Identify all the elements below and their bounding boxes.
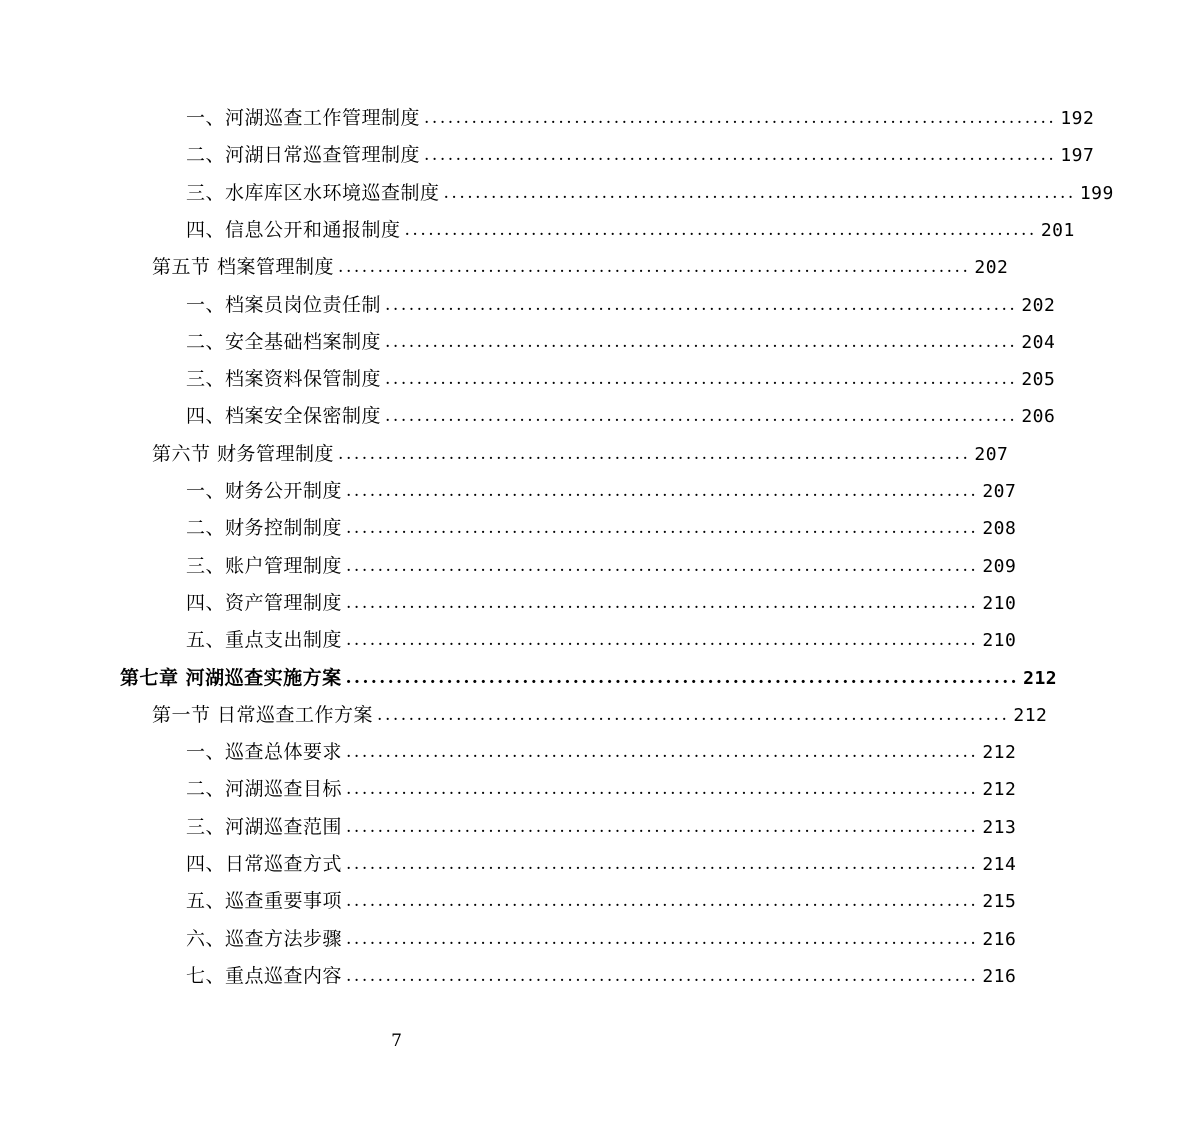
toc-entry-title: 二、安全基础档案制度	[186, 330, 382, 353]
toc-entry-page-number: 212	[1023, 667, 1058, 689]
toc-entry-title: 五、重点支出制度	[186, 629, 343, 652]
toc-entry-item[interactable]	[0, 921, 1017, 958]
page-number: 7	[391, 1031, 402, 1051]
toc-entry-item[interactable]	[0, 958, 1017, 995]
toc-entry-item[interactable]	[0, 771, 1017, 808]
dot-leader: ................................................................................	[385, 294, 1018, 315]
toc-entry-title: 一、财务公开制度	[186, 480, 343, 502]
toc-entry-item[interactable]	[0, 809, 1017, 846]
dot-leader: ................................................................................	[346, 481, 979, 501]
toc-entry-page-number: 205	[1021, 369, 1056, 391]
toc-entry-title: 五、巡查重要事项	[186, 890, 343, 913]
toc-entry-title: 二、河湖巡查目标	[186, 778, 343, 801]
toc-entry-title: 一、巡查总体要求	[186, 741, 343, 764]
toc-entry-item[interactable]	[0, 473, 1017, 510]
toc-entry-page-number: 192	[1060, 108, 1095, 129]
toc-entry-page-number: 216	[982, 928, 1017, 950]
toc-entry-page-number: 213	[982, 816, 1017, 838]
dot-leader: ................................................................................	[424, 108, 1057, 128]
toc-entry-title: 四、资产管理制度	[186, 591, 343, 614]
dot-leader: ................................................................................	[346, 592, 979, 613]
dot-leader: ................................................................................	[338, 443, 971, 464]
toc-entry-page-number: 212	[982, 742, 1017, 764]
toc-entry-item[interactable]	[0, 361, 1056, 398]
toc-entry-page-number: 207	[982, 481, 1017, 502]
toc-entry-page-number: 202	[1021, 294, 1056, 316]
toc-entry-section[interactable]	[0, 436, 1009, 473]
toc-entry-title: 二、财务控制制度	[186, 517, 343, 540]
dot-leader: ................................................................................	[385, 406, 1018, 427]
toc-entry-title: 三、河湖巡查范围	[186, 815, 343, 838]
toc-entry-page-number: 199	[1079, 182, 1114, 204]
toc-entry-item[interactable]	[0, 398, 1056, 435]
toc-entry-item[interactable]	[0, 734, 1017, 771]
dot-leader: ................................................................................	[443, 182, 1076, 203]
toc-entry-page-number: 212	[1013, 704, 1048, 726]
toc-entry-section[interactable]	[0, 697, 1048, 734]
toc-entry-title: 三、水库库区水环境巡查制度	[186, 181, 440, 204]
dot-leader: ................................................................................	[345, 667, 1020, 688]
toc-entry-title: 四、信息公开和通报制度	[186, 218, 401, 241]
dot-leader: ................................................................................	[346, 555, 979, 576]
toc-entry-page-number: 209	[982, 555, 1017, 577]
toc-entry-title: 第六节 财务管理制度	[152, 442, 335, 465]
dot-leader: ................................................................................	[385, 369, 1018, 390]
toc-entry-page-number: 215	[982, 891, 1017, 913]
dot-leader: ................................................................................	[385, 331, 1018, 352]
dot-leader: ................................................................................	[346, 854, 979, 874]
toc-entry-item[interactable]	[0, 212, 1075, 249]
dot-leader: ................................................................................	[346, 965, 979, 986]
toc-entry-page-number: 207	[974, 443, 1009, 465]
toc-entry-title: 一、河湖巡查工作管理制度	[186, 107, 421, 129]
toc-entry-item[interactable]	[0, 548, 1017, 585]
toc-entry-title: 第五节 档案管理制度	[152, 256, 335, 279]
toc-entry-page-number: 202	[974, 257, 1009, 279]
toc-entry-page-number: 212	[982, 779, 1017, 801]
toc-entry-page-number: 216	[982, 965, 1017, 987]
toc-entry-page-number: 214	[982, 854, 1017, 875]
dot-leader: ................................................................................	[346, 742, 979, 763]
toc-entry-item[interactable]	[0, 510, 1017, 547]
toc-entry-page-number: 208	[982, 518, 1017, 540]
toc-entry-chapter[interactable]	[0, 660, 1058, 697]
toc-entry-item[interactable]	[0, 287, 1056, 324]
toc-entry-item[interactable]	[0, 883, 1017, 920]
toc-entry-page-number: 204	[1021, 331, 1056, 353]
toc-entry-page-number: 201	[1040, 219, 1075, 241]
toc-entry-item[interactable]	[0, 622, 1017, 659]
toc-entry-item[interactable]	[0, 324, 1056, 361]
dot-leader: ................................................................................	[424, 145, 1057, 166]
toc-entry-item[interactable]	[0, 585, 1017, 622]
dot-leader: ................................................................................	[346, 891, 979, 912]
dot-leader: ................................................................................	[346, 630, 979, 651]
toc-entry-page-number: 206	[1021, 406, 1056, 428]
toc-entry-title: 四、日常巡查方式	[186, 853, 343, 875]
dot-leader: ................................................................................	[346, 816, 979, 837]
dot-leader: ................................................................................	[346, 928, 979, 949]
toc-entry-title: 一、档案员岗位责任制	[186, 293, 382, 316]
toc-entry-title: 四、档案安全保密制度	[186, 405, 382, 428]
toc-entry-section[interactable]	[0, 249, 1009, 286]
toc-entry-page-number: 210	[982, 592, 1017, 614]
toc-entry-page-number: 197	[1060, 145, 1095, 167]
toc-entry-title: 第七章 河湖巡查实施方案	[120, 666, 342, 689]
toc-entry-title: 六、巡查方法步骤	[186, 927, 343, 950]
toc-entry-item[interactable]	[0, 175, 1114, 212]
toc-entry-item[interactable]	[0, 137, 1095, 174]
toc-entry-title: 二、河湖日常巡查管理制度	[186, 144, 421, 167]
toc-entry-title: 三、账户管理制度	[186, 554, 343, 577]
dot-leader: ................................................................................	[338, 257, 971, 278]
dot-leader: ................................................................................	[346, 779, 979, 800]
dot-leader: ................................................................................	[404, 219, 1037, 240]
toc-entry-item[interactable]	[0, 846, 1017, 883]
toc-entry-item[interactable]	[0, 100, 1095, 137]
dot-leader: ................................................................................	[346, 518, 979, 539]
dot-leader: ................................................................................	[377, 704, 1010, 725]
toc-entry-page-number: 210	[982, 630, 1017, 652]
toc-entry-title: 三、档案资料保管制度	[186, 368, 382, 391]
toc-entry-title: 第一节 日常巡查工作方案	[152, 703, 374, 726]
toc-entry-title: 七、重点巡查内容	[186, 964, 343, 987]
